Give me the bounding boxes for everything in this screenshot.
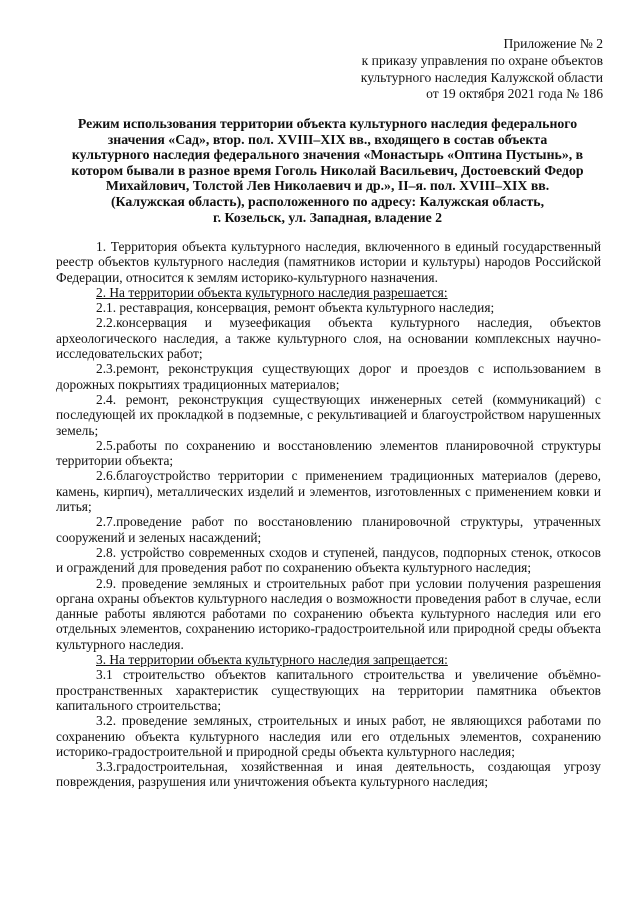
appendix-number: Приложение № 2 bbox=[503, 36, 603, 51]
title-line: Режим использования территории объекта культурного наследия федерального bbox=[77, 116, 578, 131]
paragraph-2-9: 2.9. проведение земляных и строительных работ при условии получения разрешения органа охраны объектов культурного наследия о возможности проведения работ в случае, если данные работы являются работами по сохранению объекта культурного наследия или его отдельных элементов, сохранению историко-градостроительной или природной среды объекта культурного наследия. bbox=[56, 575, 601, 652]
title-line: (Калужская область), расположенного по адресу: Калужская область, bbox=[110, 193, 545, 209]
appendix-date: от 19 октября 2021 года № 186 bbox=[426, 86, 603, 102]
title-line: г. Козельск, ул. Западная, владение 2 bbox=[212, 209, 443, 225]
title-line: значения «Сад», втор. пол. XVIII–XIX вв., входящего в состав объекта bbox=[107, 131, 548, 147]
paragraph-3-2: 3.2. проведение земляных, строительных и иных работ, не являющихся работами по сохранению объекта культурного наследия или его отдельных элементов, сохранению историко-градостроительной и природной среды объекта культурного наследия; bbox=[56, 713, 601, 759]
paragraph-1: 1. Территория объекта культурного наследия, включенного в единый государственный реестр объектов культурного наследия (памятников истории и культуры) народов Российской Федерации, относится к землям историко-культурного назначения. bbox=[56, 239, 601, 285]
title-line: котором бывали в разное время Гоголь Николай Васильевич, Достоевский Федор bbox=[71, 162, 584, 178]
paragraph-2-2: 2.2.консервация и музеефикация объекта культурного наследия, объектов археологического наследия, а также культурного слоя, на основании комплексных научно-исследовательских работ; bbox=[56, 315, 601, 362]
paragraph-3-3: 3.3.градостроительная, хозяйственная и иная деятельность, создающая угрозу повреждения, разрушения или уничтожения объекта культурного наследия; bbox=[56, 759, 601, 790]
title-line: Михайлович, Толстой Лев Николаевич и др.», II–я. пол. XVIII–XIX вв. bbox=[105, 178, 550, 194]
paragraph-2-8: 2.8. устройство современных сходов и ступеней, пандусов, подпорных стенок, откосов и ограждений для проведения работ по сохранению объекта культурного наследия; bbox=[56, 544, 601, 576]
paragraph-2-7: 2.7.проведение работ по восстановлению планировочной структуры, утраченных сооружений и зеленых насаждений; bbox=[56, 514, 601, 545]
paragraph-2-5: 2.5.работы по сохранению и восстановлению элементов планировочной структуры территории объекта; bbox=[56, 437, 601, 469]
paragraph-2-4: 2.4. ремонт, реконструкция существующих инженерных сетей (коммуникаций) с последующей их прокладкой в подземные, с рекультивацией и благоустройством нарушенных земель; bbox=[56, 391, 601, 438]
document-body bbox=[56, 239, 601, 790]
appendix-header bbox=[361, 36, 603, 103]
document-title bbox=[56, 116, 599, 225]
appendix-authority: культурного наследия Калужской области bbox=[360, 69, 603, 85]
section-heading-2: 2. На территории объекта культурного наследия разрешается: bbox=[96, 284, 448, 300]
title-line: культурного наследия федерального значения «Монастырь «Оптина Пустынь», в bbox=[71, 147, 584, 163]
paragraph-2-3: 2.3.ремонт, реконструкция существующих дорог и проездов с использованием в дорожных покрытиях традиционных материалов; bbox=[56, 361, 601, 392]
section-heading-3: 3. На территории объекта культурного наследия запрещается: bbox=[96, 652, 448, 668]
appendix-order-ref: к приказу управления по охране объектов bbox=[361, 52, 603, 68]
paragraph-3-1: 3.1 строительство объектов капитального строительства и увеличение объёмно-пространственных характеристик существующих на территории памятника объектов капитального строительства; bbox=[56, 667, 601, 713]
paragraph-2-6: 2.6.благоустройство территории с применением традиционных материалов (дерево, камень, кирпич), металлических изделий и элементов, изготовленных с применением ковки и литья; bbox=[56, 468, 601, 515]
paragraph-2-1: 2.1. реставрация, консервация, ремонт объекта культурного наследия; bbox=[96, 300, 495, 316]
